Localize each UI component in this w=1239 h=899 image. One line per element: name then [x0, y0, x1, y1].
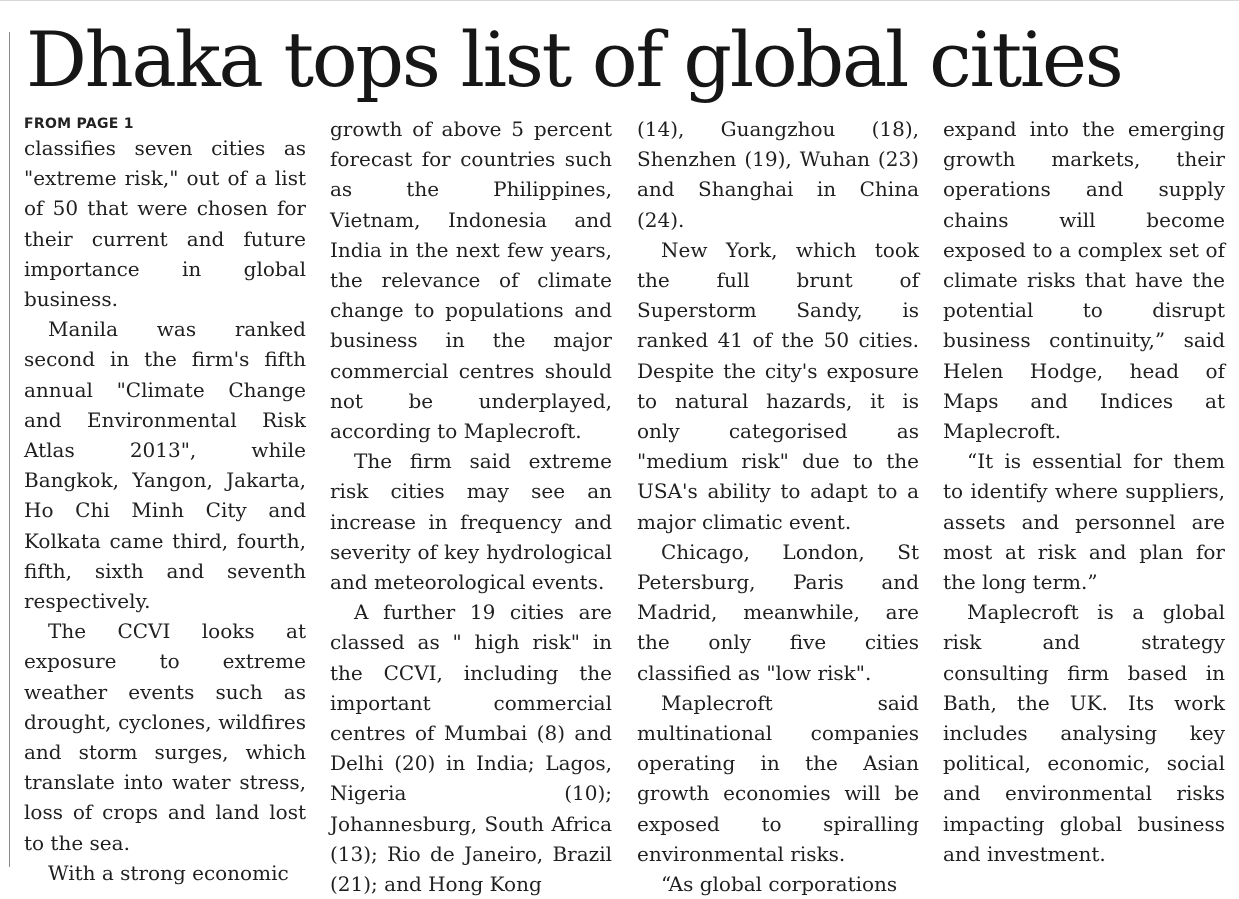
article-column-3 [637, 114, 919, 899]
paragraph: New York, which took the full brunt of Superstorm Sandy, is ranked 41 of the 50 cities. Despite the city's exposure to natural hazards, it is only categorised as "medium risk" due to the USA's ability to adapt to a major climatic event. [637, 237, 919, 534]
paragraph: Chicago, London, St Petersburg, Paris and Madrid, meanwhile, are the only five cities classified as "low risk". [637, 539, 919, 685]
left-column-rule [9, 32, 10, 867]
paragraph: “It is essential for them to identify where suppliers, assets and personnel are most at risk and plan for the long term.” [943, 449, 1225, 595]
headline: Dhaka tops list of global cities [26, 15, 1122, 104]
paragraph: expand into the emerging growth markets, their operations and supply chains will become exposed to a complex set of climate risks that have the potential to disrupt business continuity,” said Helen Hodge, head of Maps and Indices at Maplecroft. [943, 117, 1225, 444]
paragraph: The CCVI looks at exposure to extreme weather events such as drought, cyclones, wildfires and storm surges, which translate into water stress, loss of crops and land lost to the sea. [24, 619, 306, 855]
paragraph: (14), Guangzhou (18), Shenzhen (19), Wuhan (23) and Shanghai in China (24). [637, 117, 919, 232]
paragraph: With a strong economic [48, 860, 289, 885]
top-border [0, 0, 1239, 1]
article-column-1 [24, 133, 306, 888]
article-column-4 [943, 114, 1225, 869]
paragraph: Maplecroft is a global risk and strategy consulting firm based in Bath, the UK. Its work includes analysing key political, economic, social and environmental risks impacting global business and investment. [943, 600, 1225, 866]
article-column-2 [330, 114, 612, 899]
paragraph: A further 19 cities are classed as " high risk" in the CCVI, including the important commercial centres of Mumbai (8) and Delhi (20) in India; Lagos, Nigeria (10); Johannesburg, South Africa (13); Rio de Janeiro, Brazil (21); and Hong Kong [330, 600, 612, 897]
paragraph: Maplecroft said multinational companies operating in the Asian growth economies will be exposed to spiralling environmental risks. [637, 690, 919, 866]
paragraph: The firm said extreme risk cities may see an increase in frequency and severity of key hydrological and meteorological events. [330, 449, 612, 595]
from-page-kicker: FROM PAGE 1 [24, 116, 134, 132]
paragraph: classifies seven cities as "extreme risk," out of a list of 50 that were chosen for their current and future importance in global business. [24, 136, 306, 312]
paragraph: “As global corporations [661, 872, 898, 897]
paragraph: growth of above 5 percent forecast for countries such as the Philippines, Vietnam, Indonesia and India in the next few years, the relevance of climate change to populations and business in the major commercial centres should not be underplayed, according to Maplecroft. [330, 117, 612, 444]
paragraph: Manila was ranked second in the firm's fifth annual "Climate Change and Environmental Risk Atlas 2013", while Bangkok, Yangon, Jakarta, Ho Chi Minh City and Kolkata came third, fourth, fifth, sixth and seventh respectively. [24, 317, 306, 614]
